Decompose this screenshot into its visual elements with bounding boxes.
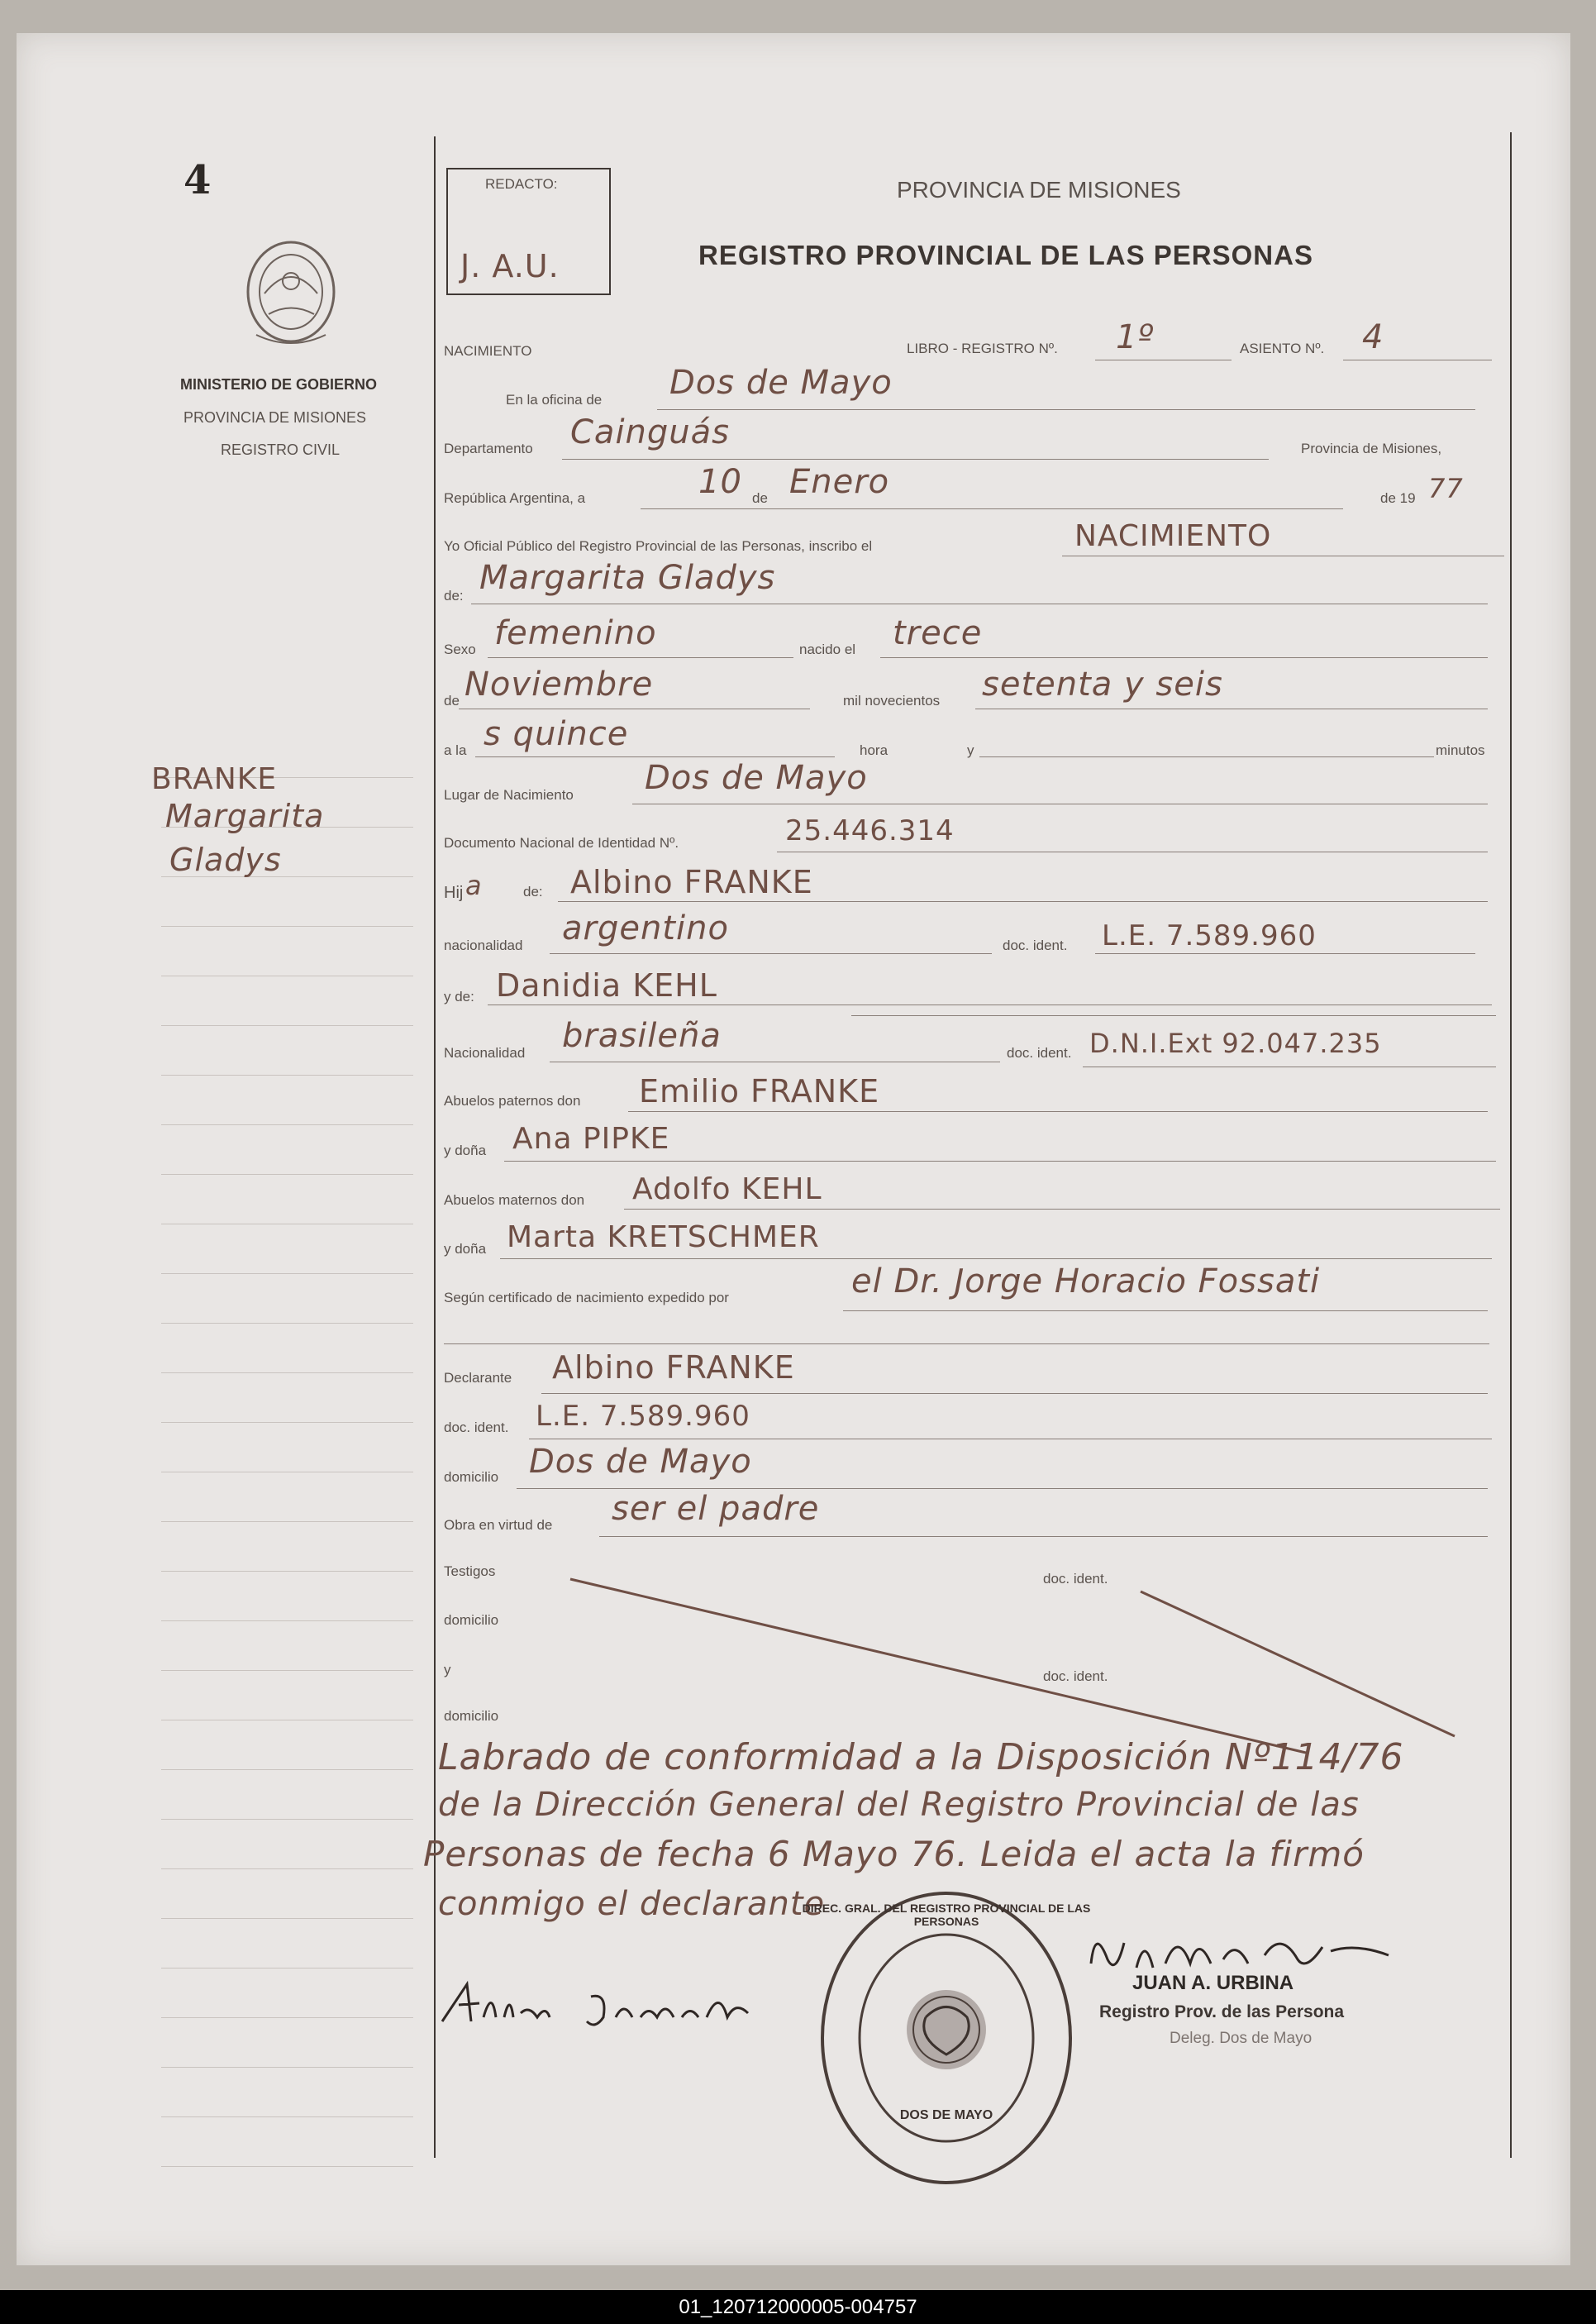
domicilio3-label: domicilio [444, 1708, 499, 1724]
oficina-label: En la oficina de [506, 392, 603, 408]
ab-pat-value: Emilio FRANKE [639, 1073, 880, 1110]
inscribo-value: NACIMIENTO [1074, 519, 1272, 553]
margin-ruled-line [161, 2166, 413, 2167]
ministry-registry: REGISTRO CIVIL [221, 441, 341, 458]
doc-label: doc. ident. [1003, 938, 1068, 953]
de3-label: de [444, 693, 460, 709]
margin-ruled-line [161, 2067, 413, 2068]
hora-pre-label: a la [444, 742, 467, 758]
de-label: de [752, 490, 768, 506]
provincia-label: Provincia de Misiones, [1301, 441, 1442, 456]
nac-label: nacionalidad [444, 938, 523, 953]
nacido-value: trece [893, 614, 983, 652]
ab-mat-value: Adolfo KEHL [632, 1172, 822, 1206]
doc5-label: doc. ident. [1043, 1668, 1108, 1684]
file-id-footer: 01_120712000005-004757 [0, 2290, 1596, 2324]
margin-note-name2: Gladys [169, 842, 282, 878]
asiento-label: ASIENTO Nº. [1240, 341, 1325, 356]
margin-ruled-line [161, 1868, 413, 1869]
mes-nac-value: Noviembre [465, 666, 654, 704]
notes-line-3: Personas de fecha 6 Mayo 76. Leida el acta la firmó [423, 1834, 1365, 1874]
margin-ruled-line [161, 1819, 413, 1820]
anio-nac-value: setenta y seis [982, 666, 1223, 704]
nac2-label: Nacionalidad [444, 1045, 526, 1061]
minutos-label: minutos [1436, 742, 1485, 758]
notes-line-4: conmigo el declarante [438, 1885, 826, 1923]
anio-label: de 19 [1380, 490, 1416, 506]
doc3-value: L.E. 7.589.960 [536, 1400, 750, 1433]
declarant-signature [434, 1972, 781, 2042]
margin-ruled-line [161, 2017, 413, 2018]
registry-title: REGISTRO PROVINCIAL DE LAS PERSONAS [698, 240, 1313, 270]
nac2-value: brasileña [562, 1017, 722, 1055]
domicilio-value: Dos de Mayo [529, 1443, 752, 1481]
margin-ruled-line [161, 1918, 413, 1919]
margin-note-name: Margarita [165, 798, 325, 834]
record-type-label: NACIMIENTO [444, 343, 532, 359]
seal-bottom-text: DOS DE MAYO [899, 2108, 993, 2122]
domicilio-label: domicilio [444, 1469, 499, 1485]
doc2-label: doc. ident. [1007, 1045, 1072, 1061]
cert-label: Según certificado de nacimiento expedido por [444, 1290, 729, 1305]
dia-value: 10 [698, 463, 742, 501]
ydona-label: y doña [444, 1143, 487, 1158]
de4-label: de: [523, 884, 543, 900]
mil-label: mil novecientos [843, 693, 941, 709]
notes-line-2: de la Dirección General del Registro Provincial de las [438, 1786, 1360, 1824]
lugar-label: Lugar de Nacimiento [444, 787, 574, 803]
y-label: y [967, 742, 974, 758]
margin-note-surname: BRANKE [151, 762, 278, 796]
ydona2-label: y doña [444, 1241, 487, 1257]
redacto-label: REDACTO: [485, 176, 558, 192]
sexo-value: femenino [494, 614, 657, 652]
yde-label: y de: [444, 989, 474, 1005]
testigos-label: Testigos [444, 1563, 496, 1579]
ab-pat2-value: Ana PIPKE [512, 1122, 670, 1156]
nacido-label: nacido el [799, 642, 856, 657]
de2-label: de: [444, 588, 464, 604]
hijo-suffix: a [465, 870, 483, 901]
dni-label: Documento Nacional de Identidad Nº. [444, 835, 679, 851]
declarante-value: Albino FRANKE [552, 1349, 795, 1386]
seal-ring-text: DIREC. GRAL. DEL REGISTRO PROVINCIAL DE LAS PERSONAS [802, 1902, 1091, 1928]
departamento-value: Cainguás [570, 413, 730, 451]
doc3-label: doc. ident. [444, 1420, 509, 1435]
official-name: JUAN A. URBINA [1132, 1972, 1294, 1994]
ab-mat-label: Abuelos maternos don [444, 1192, 585, 1208]
libro-label: LIBRO - REGISTRO Nº. [907, 341, 1058, 356]
inscribo-label: Yo Oficial Público del Registro Provincial de las Personas, inscribo el [444, 538, 873, 554]
lugar-value: Dos de Mayo [645, 759, 868, 797]
madre-value: Danidia KEHL [496, 967, 717, 1004]
oficina-value: Dos de Mayo [669, 364, 893, 402]
anio-value: 77 [1428, 473, 1464, 504]
sexo-label: Sexo [444, 642, 476, 657]
ministry-province: PROVINCIA DE MISIONES [183, 409, 367, 426]
cert-value: el Dr. Jorge Horacio Fossati [851, 1262, 1321, 1300]
nombre-value: Margarita Gladys [479, 559, 776, 597]
ab-pat-label: Abuelos paternos don [444, 1093, 581, 1109]
hora-label: hora [860, 742, 889, 758]
padre-value: Albino FRANKE [570, 864, 813, 900]
doc-value: L.E. 7.589.960 [1102, 919, 1317, 952]
redacto-value: J. A.U. [460, 248, 560, 284]
departamento-label: Departamento [444, 441, 533, 456]
obra-label: Obra en virtud de [444, 1517, 553, 1533]
ministry-name: MINISTERIO DE GOBIERNO [180, 376, 378, 393]
doc4-label: doc. ident. [1043, 1571, 1108, 1587]
mes-value: Enero [789, 463, 890, 501]
official-title: Registro Prov. de las Persona [1099, 2002, 1345, 2021]
province-title: PROVINCIA DE MISIONES [897, 177, 1181, 203]
hora-value: s quince [484, 715, 629, 753]
doc2-value: D.N.I.Ext 92.047.235 [1089, 1028, 1382, 1059]
registry-seal [802, 1885, 1091, 2195]
official-office: Deleg. Dos de Mayo [1170, 2030, 1313, 2047]
y2-label: y [444, 1662, 451, 1677]
obra-value: ser el padre [612, 1490, 820, 1528]
declarante-label: Declarante [444, 1370, 512, 1386]
domicilio2-label: domicilio [444, 1612, 499, 1628]
ab-mat2-value: Marta KRETSCHMER [507, 1220, 820, 1254]
republica-label: República Argentina, a [444, 490, 586, 506]
margin-ruled-line [161, 2116, 413, 2117]
libro-value: 1º [1116, 318, 1155, 356]
hijo-label: Hij [444, 884, 464, 902]
page-number: 4 [183, 157, 212, 203]
dni-value: 25.446.314 [785, 814, 955, 847]
asiento-value: 4 [1362, 318, 1384, 356]
notes-line-1: Labrado de conformidad a la Disposición Nº114/76 [438, 1736, 1404, 1778]
nac-value: argentino [562, 909, 729, 947]
